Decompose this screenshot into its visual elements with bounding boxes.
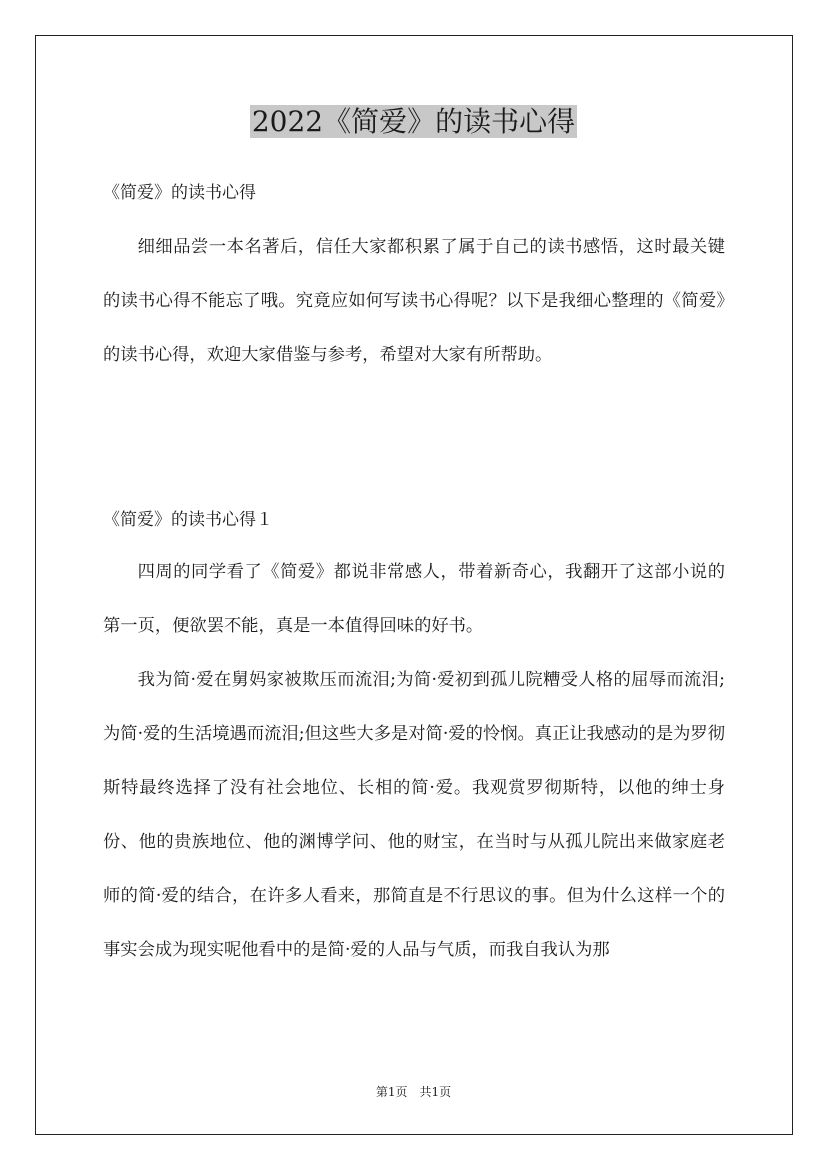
section1-paragraph-1: 四周的同学看了《简爱》都说非常感人，带着新奇心，我翻开了这部小说的第一页，便欲罢不能，真是一本值得回味的好书。 xyxy=(103,562,725,636)
intro-heading: 《简爱》的读书心得 xyxy=(103,183,256,203)
page-footer: 第1页 共1页 xyxy=(375,1085,452,1099)
intro-paragraph: 细细品尝一本名著后，信任大家都积累了属于自己的读书感悟，这时最关键的读书心得不能忘了哦。究竟应如何写读书心得呢？以下是我细心整理的《简爱》的读书心得，欢迎大家借鉴与参考，希望对大家有所帮助。 xyxy=(103,237,725,365)
section-heading-1: 《简爱》的读书心得１ xyxy=(103,510,273,530)
section1-paragraph-2: 我为简·爱在舅妈家被欺压而流泪;为简·爱初到孤儿院糟受人格的屈辱而流泪;为简·爱的生活境遇而流泪;但这些大多是对简·爱的怜悯。真正让我感动的是为罗彻斯特最终选择了没有社会地位、长相的简·爱。我观赏罗彻斯特，以他的绅士身份、他的贵族地位、他的渊博学问、他的财宝，在当时与从孤儿院出来做家庭老师的简·爱的结合，在许多人看来，那简直是不行思议的事。但为什么这样一个的事实会成为现实呢他看中的是简·爱的人品与气质，而我自我认为那 xyxy=(103,670,725,960)
document-title-text: 2022《简爱》的读书心得 xyxy=(251,105,576,138)
document-title xyxy=(0,100,827,144)
